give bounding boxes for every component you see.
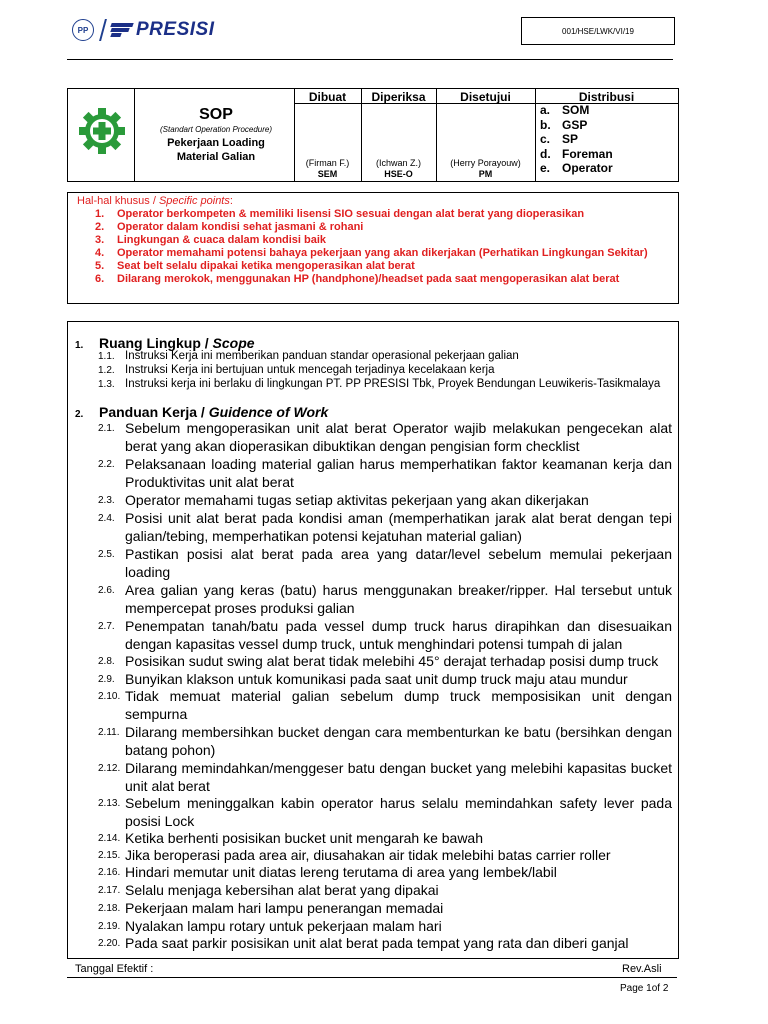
item-number: 1.1. bbox=[98, 351, 115, 362]
sop-name-line: Pekerjaan Loading bbox=[167, 137, 265, 149]
guidance-item bbox=[98, 918, 672, 936]
item-number: 2.19. bbox=[98, 921, 121, 932]
item-text: Operator memahami potensi bahaya pekerjaan yang akan dikerjakan (Perhatikan Lingkungan Sekitar) bbox=[117, 247, 648, 259]
specific-points-list bbox=[95, 208, 670, 286]
document-code: 001/HSE/LWK/VI/19 bbox=[521, 17, 675, 45]
item-label: SP bbox=[562, 132, 579, 146]
item-number: 2.4. bbox=[98, 513, 115, 524]
item-text: Operator memahami tugas setiap aktivitas pekerjaan yang akan dikerjakan bbox=[125, 492, 589, 508]
item-number: 2.1. bbox=[98, 423, 115, 434]
item-text: Seat belt selalu dipakai ketika mengoperasikan alat berat bbox=[117, 260, 415, 272]
item-text: Instruksi Kerja ini memberikan panduan standar operasional pekerjaan galian bbox=[125, 350, 519, 362]
item-number: 1.3. bbox=[98, 379, 115, 390]
item-number: 2. bbox=[95, 221, 105, 233]
distribution-item bbox=[540, 118, 613, 133]
item-number: 3. bbox=[95, 234, 105, 246]
specific-point-item bbox=[95, 208, 670, 221]
section-title bbox=[99, 335, 255, 351]
guidance-item bbox=[98, 795, 672, 831]
guidance-item bbox=[98, 830, 672, 848]
specific-points-box bbox=[67, 192, 679, 304]
item-text: Instruksi kerja ini berlaku di lingkungan PT. PP PRESISI Tbk, Proyek Bendungan Leuwikeris-Tasikmalaya bbox=[125, 378, 661, 390]
guidance-item bbox=[98, 653, 672, 671]
item-number: 2.12. bbox=[98, 763, 121, 774]
guidance-item bbox=[98, 582, 672, 618]
section-title bbox=[99, 404, 328, 420]
guidance-item bbox=[98, 724, 672, 760]
section-scope-heading bbox=[75, 335, 255, 351]
item-label: GSP bbox=[562, 117, 588, 132]
item-number: 2.20. bbox=[98, 938, 121, 949]
guidance-item bbox=[98, 420, 672, 456]
specific-point-item bbox=[95, 247, 670, 260]
sop-name bbox=[136, 136, 296, 164]
title-id: Ruang Lingkup / bbox=[99, 335, 213, 351]
item-label: SOM bbox=[562, 103, 590, 117]
effective-date-label: Tanggal Efektif : bbox=[75, 963, 154, 975]
title-en: Specific points bbox=[158, 195, 230, 207]
guidance-item bbox=[98, 492, 672, 510]
title-id: Panduan Kerja / bbox=[99, 404, 209, 420]
title-en: Scope bbox=[212, 335, 255, 351]
item-number: 2.17. bbox=[98, 885, 121, 896]
item-text: Dilarang merokok, menggunakan HP (handphone)/headset pada saat mengoperasikan alat berat bbox=[117, 273, 620, 285]
page-number: Page 1of 2 bbox=[620, 983, 669, 994]
item-text: Bunyikan klakson untuk komunikasi pada saat unit dump truck maju atau mundur bbox=[125, 671, 628, 687]
col-diperiksa: Diperiksa bbox=[371, 90, 426, 104]
sop-title: SOP bbox=[199, 106, 233, 123]
sop-name-line: Material Galian bbox=[176, 151, 256, 163]
safety-gear-icon bbox=[77, 106, 127, 156]
item-number: 4. bbox=[95, 247, 105, 259]
specific-point-item bbox=[95, 234, 670, 247]
item-number: 1. bbox=[95, 208, 105, 220]
sop-header-table bbox=[67, 88, 679, 182]
item-number: 2.11. bbox=[98, 727, 120, 738]
item-number: 2.18. bbox=[98, 903, 121, 914]
guidance-item bbox=[98, 546, 672, 582]
scope-item bbox=[98, 378, 670, 391]
item-number: 2.16. bbox=[98, 867, 121, 878]
specific-point-item bbox=[95, 221, 670, 234]
item-number: 2.8. bbox=[98, 656, 115, 667]
logo-divider bbox=[99, 19, 107, 41]
revision-label: Rev.Asli bbox=[622, 963, 662, 975]
item-text: Nyalakan lampu rotary untuk pekerjaan malam hari bbox=[125, 918, 442, 934]
item-text: Jika beroperasi pada area air, diusahakan air tidak melebihi batas carrier roller bbox=[125, 847, 611, 863]
item-number: 6. bbox=[95, 273, 105, 285]
item-text: Sebelum meninggalkan kabin operator harus selalu memindahkan safety lever pada posisi Lock bbox=[125, 795, 672, 829]
item-text: Penempatan tanah/batu pada vessel dump truck harus dirapihkan dan disesuaikan dengan kapasitas vessel dump truck, untuk menghindari potensi tumpah di jalan bbox=[125, 618, 672, 652]
item-text: Lingkungan & cuaca dalam kondisi baik bbox=[117, 234, 327, 246]
guidance-item bbox=[98, 618, 672, 654]
item-text: Pastikan posisi alat berat pada area yang datar/level sebelum memulai pekerjaan loading bbox=[125, 546, 672, 580]
item-number: 2.14. bbox=[98, 833, 121, 844]
signer-role: HSE-O bbox=[384, 169, 413, 179]
item-text: Pekerjaan malam hari lampu penerangan memadai bbox=[125, 900, 444, 916]
item-text: Pelaksanaan loading material galian harus memperhatikan faktor keamanan kerja dan Produktivitas unit alat berat bbox=[125, 456, 672, 490]
item-letter: b. bbox=[540, 117, 551, 132]
company-logo bbox=[72, 16, 214, 44]
item-number: 2.7. bbox=[98, 621, 115, 632]
item-number: 2.9. bbox=[98, 674, 115, 685]
item-number: 2.13. bbox=[98, 798, 121, 809]
guidance-item bbox=[98, 864, 672, 882]
signer-name: (Ichwan Z.) bbox=[375, 158, 421, 168]
title-en: Guidence of Work bbox=[208, 404, 329, 420]
item-number: 2.5. bbox=[98, 549, 115, 560]
item-label: Foreman bbox=[562, 146, 613, 161]
footer-divider bbox=[67, 977, 677, 978]
item-number: 2.3. bbox=[98, 495, 115, 506]
item-text: Hindari memutar unit diatas lereng terutama di area yang lembek/labil bbox=[125, 864, 557, 880]
section-number: 2. bbox=[75, 409, 84, 420]
presisi-mark-icon bbox=[111, 23, 133, 37]
item-text: Operator dalam kondisi sehat jasmani & rohani bbox=[117, 221, 364, 233]
item-text: Operator berkompeten & memiliki lisensi SIO sesuai dengan alat berat yang dioperasikan bbox=[117, 208, 585, 220]
guidance-item bbox=[98, 688, 672, 724]
col-distribusi: Distribusi bbox=[578, 90, 635, 104]
signer-role: PM bbox=[478, 169, 493, 179]
logo-text: PRESISI bbox=[136, 19, 215, 40]
specific-point-item bbox=[95, 273, 670, 286]
signer-name: (Herry Porayouw) bbox=[450, 158, 521, 168]
item-text: Dilarang membersihkan bucket dengan cara membenturkan ke batu (bersihkan dengan batang pohon) bbox=[125, 724, 672, 758]
item-number: 2.2. bbox=[98, 459, 115, 470]
signer-role: SEM bbox=[317, 169, 338, 179]
item-text: Sebelum mengoperasikan unit alat berat Operator wajib melakukan pengecekan alat berat yang akan dioperasikan dibuktikan dengan pengisian form checklist bbox=[125, 420, 672, 454]
guidance-item bbox=[98, 935, 672, 953]
guidance-item bbox=[98, 510, 672, 546]
title-colon: : bbox=[229, 195, 233, 207]
item-number: 2.10. bbox=[98, 691, 121, 702]
title-id: Hal-hal khusus / bbox=[77, 195, 159, 207]
guidance-item bbox=[98, 456, 672, 492]
item-text: Posisikan sudut swing alat berat tidak melebihi 45° derajat terhadap posisi dump truck bbox=[125, 653, 659, 669]
item-text: Instruksi Kerja ini bertujuan untuk mencegah terjadinya kecelakaan kerja bbox=[125, 364, 495, 376]
distribution-item bbox=[540, 147, 613, 162]
item-label: Operator bbox=[562, 161, 613, 175]
item-number: 1.2. bbox=[98, 365, 115, 376]
header-divider bbox=[67, 59, 673, 60]
instruction-body bbox=[67, 321, 679, 959]
item-text: Ketika berhenti posisikan bucket unit mengarah ke bawah bbox=[125, 830, 483, 846]
table-divider bbox=[134, 89, 135, 181]
specific-point-item bbox=[95, 260, 670, 273]
item-text: Posisi unit alat berat pada kondisi aman (memperhatikan jarak alat berat dengan tepi galian/tebing, memperhatikan potensi kejatuhan material galian) bbox=[125, 510, 672, 544]
section-number: 1. bbox=[75, 340, 84, 351]
distribution-list bbox=[540, 103, 613, 176]
distribution-item bbox=[540, 161, 613, 176]
item-letter: d. bbox=[540, 146, 551, 161]
guidance-item bbox=[98, 900, 672, 918]
specific-points-title bbox=[77, 195, 233, 207]
item-text: Area galian yang keras (batu) harus menggunakan breaker/ripper. Hal tersebut untuk mempercepat proses produksi galian bbox=[125, 582, 672, 616]
guidance-item bbox=[98, 847, 672, 865]
guidance-item bbox=[98, 760, 672, 796]
section-guidance-heading bbox=[75, 404, 328, 420]
guidance-item bbox=[98, 882, 672, 900]
col-dibuat: Dibuat bbox=[308, 90, 347, 104]
signer-name: (Firman F.) bbox=[305, 158, 350, 168]
item-number: 2.6. bbox=[98, 585, 115, 596]
item-letter: a. bbox=[540, 103, 551, 117]
guidance-item bbox=[98, 671, 672, 689]
scope-item bbox=[98, 364, 670, 377]
item-number: 2.15. bbox=[98, 850, 121, 861]
item-number: 5. bbox=[95, 260, 105, 272]
scope-item bbox=[98, 350, 670, 363]
distribution-item bbox=[540, 132, 613, 147]
item-text: Pada saat parkir posisikan unit alat berat pada tempat yang rata dan diberi ganjal bbox=[125, 935, 629, 951]
pp-logo-icon: PP bbox=[72, 19, 94, 41]
distribution-item bbox=[540, 103, 613, 118]
item-letter: c. bbox=[540, 132, 551, 146]
col-disetujui: Disetujui bbox=[460, 90, 511, 104]
item-text: Dilarang memindahkan/menggeser batu dengan bucket yang melebihi kapasitas bucket unit alat berat bbox=[125, 760, 672, 794]
sop-subtitle: (Standart Operation Procedure) bbox=[159, 125, 273, 134]
item-text: Tidak memuat material galian sebelum dump truck memposisikan unit dengan sempurna bbox=[125, 688, 672, 722]
item-letter: e. bbox=[540, 161, 551, 175]
item-text: Selalu menjaga kebersihan alat berat yang dipakai bbox=[125, 882, 439, 898]
